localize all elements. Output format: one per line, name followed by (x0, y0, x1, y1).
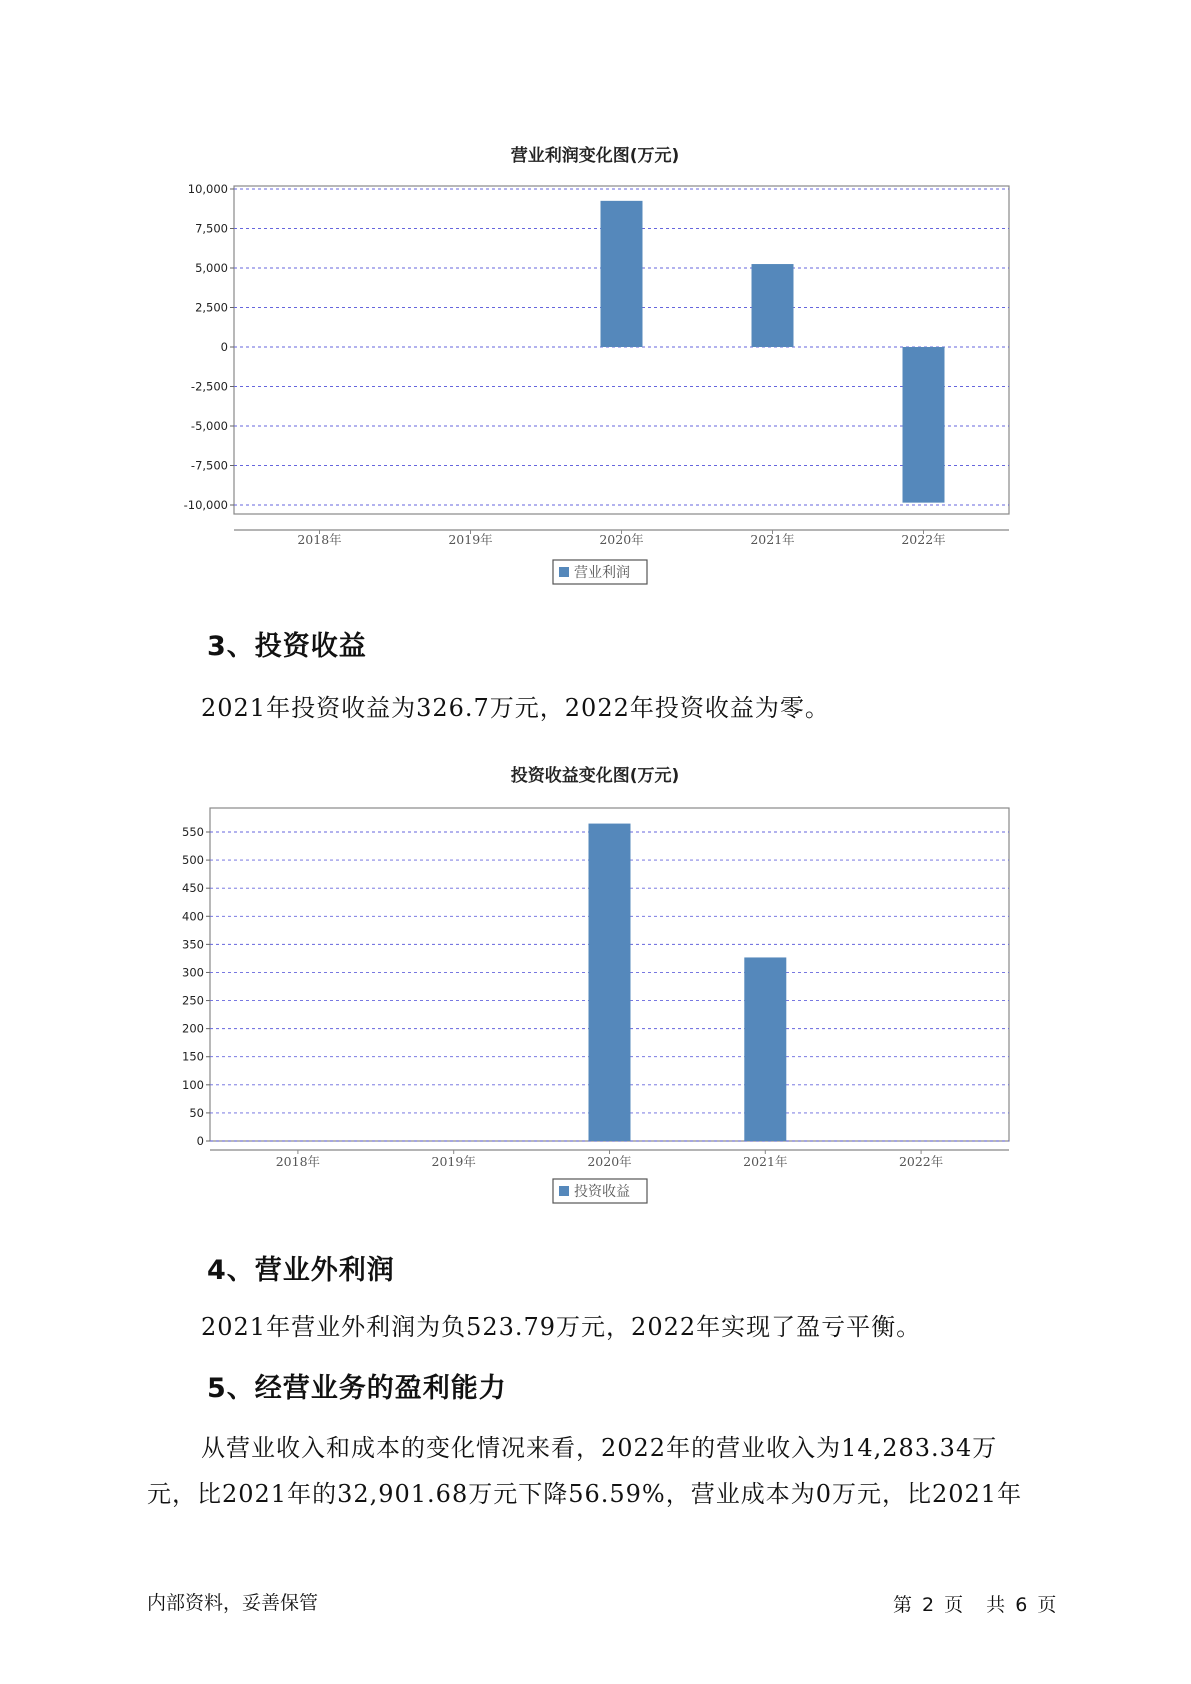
y-tick-label: 400 (182, 909, 204, 924)
y-tick-label: 10,000 (187, 182, 228, 196)
y-tick-label: 300 (182, 965, 204, 980)
section-4-text: 2021年营业外利润为负523.79万元，2022年实现了盈亏平衡。 (201, 1313, 922, 1341)
x-tick-label: 2020年 (587, 1154, 632, 1169)
y-tick-label: 550 (182, 825, 204, 839)
y-tick-label: 5,000 (195, 261, 228, 275)
x-tick-label: 2018年 (275, 1154, 321, 1169)
x-tick-label: 2021年 (743, 1154, 788, 1169)
y-tick-label: 2,500 (195, 300, 228, 315)
chart-title: 营业利润变化图(万元) (510, 146, 680, 166)
legend-label: 投资收益 (574, 1184, 630, 1200)
y-tick-label: 200 (182, 1021, 204, 1036)
y-tick-label: -10,000 (183, 498, 228, 512)
y-tick-label: 0 (196, 1134, 204, 1148)
section-5-line-2: 元，比2021年的32,901.68万元下降56.59%，营业成本为0万元，比2021年 (147, 1480, 1023, 1508)
legend-swatch (559, 1186, 569, 1196)
y-tick-label: 100 (182, 1077, 204, 1092)
x-tick-label: 2021年 (750, 532, 795, 547)
footer-confidential-note: 内部资料，妥善保管 (147, 1592, 319, 1614)
bar-2020年 (589, 824, 631, 1141)
footer-page-number: 第 2 页 共 6 页 (893, 1594, 1059, 1616)
x-tick-label: 2022年 (901, 532, 946, 547)
x-tick-label: 2019年 (448, 532, 493, 547)
section-5-line-1: 从营业收入和成本的变化情况来看，2022年的营业收入为14,283.34万 (201, 1434, 998, 1462)
y-tick-label: 7,500 (195, 221, 228, 236)
legend-label: 营业利润 (574, 565, 630, 581)
bar-2021年 (744, 957, 786, 1141)
y-tick-label: 50 (189, 1105, 204, 1120)
section-3-text: 2021年投资收益为326.7万元，2022年投资收益为零。 (201, 694, 830, 722)
y-tick-label: -2,500 (190, 379, 228, 394)
y-tick-label: 250 (182, 993, 204, 1008)
y-tick-label: 450 (182, 881, 204, 896)
y-tick-label: -5,000 (190, 419, 228, 433)
section-3-heading: 3、投资收益 (207, 631, 367, 662)
y-tick-label: 150 (182, 1049, 204, 1064)
chart-title: 投资收益变化图(万元) (510, 766, 680, 786)
y-tick-label: 0 (220, 340, 228, 354)
x-tick-label: 2020年 (599, 532, 644, 547)
y-tick-label: -7,500 (190, 458, 228, 473)
y-tick-label: 350 (182, 937, 204, 952)
x-tick-label: 2018年 (297, 532, 342, 547)
section-4-heading: 4、营业外利润 (207, 1255, 395, 1286)
x-tick-label: 2019年 (431, 1154, 476, 1169)
y-tick-label: 500 (182, 853, 204, 868)
x-tick-label: 2022年 (898, 1154, 944, 1169)
section-5-heading: 5、经营业务的盈利能力 (207, 1373, 507, 1404)
